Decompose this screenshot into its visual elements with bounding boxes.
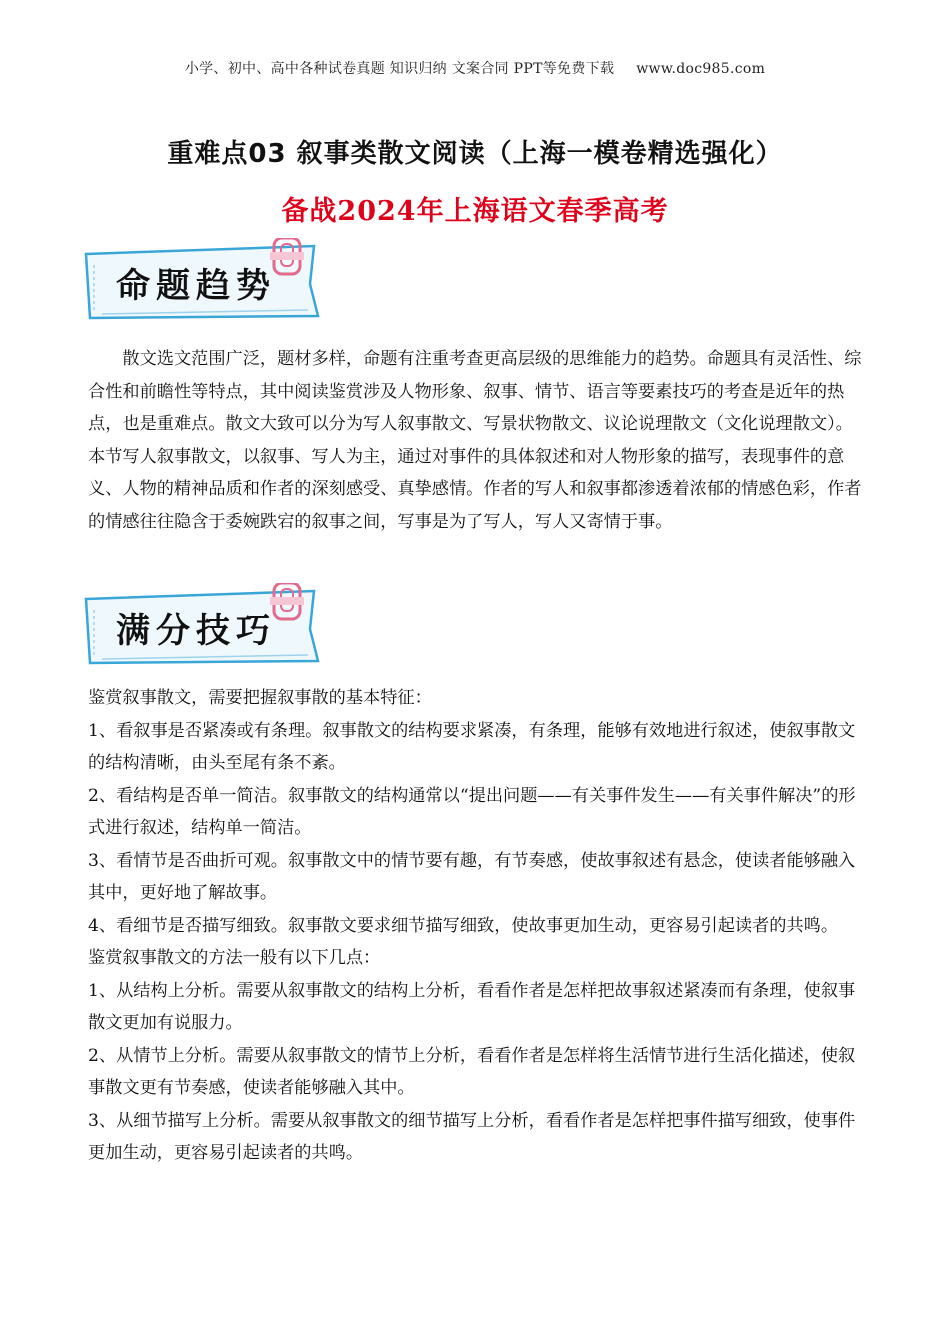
skills-line: 鉴赏叙事散文的方法一般有以下几点：	[88, 948, 381, 968]
trend-paragraph-block	[88, 343, 864, 538]
skills-line: 2、看结构是否单一简洁。叙事散文的结构通常以“提出问题——有关事件发生——有关事件解决”的形式进行叙述，结构单一简洁。	[88, 785, 856, 838]
header-url[interactable]: www.doc985.com	[636, 61, 766, 77]
document-subtitle: 备战2024年上海语文春季高考	[281, 196, 669, 227]
document-title: 重难点03 叙事类散文阅读（上海一模卷精选强化）	[167, 139, 783, 169]
page-header	[0, 58, 950, 78]
skills-line: 鉴赏叙事散文，需要把握叙事散的基本特征：	[88, 688, 432, 708]
skills-paragraph-block	[88, 682, 864, 1170]
trend-paragraph: 散文选文范围广泛，题材多样，命题有注重考查更高层级的思维能力的趋势。命题具有灵活性、综合性和前瞻性等特点，其中阅读鉴赏涉及人物形象、叙事、情节、语言等要素技巧的考查是近年的热点，也是重难点。散文大致可以分为写人叙事散文、写景状物散文、议论说理散文（文化说理散文）。本节写人叙事散文，以叙事、写人为主，通过对事件的具体叙述和对人物形象的描写，表现事件的意义、人物的精神品质和作者的深刻感受、真挚感情。作者的写人和叙事都渗透着浓郁的情感色彩，作者的情感往往隐含于委婉跌宕的叙事之间，写事是为了写人，写人又寄情于事。	[88, 349, 862, 532]
skills-line: 4、看细节是否描写细致。叙事散文要求细节描写细致，使故事更加生动，更容易引起读者的共鸣。	[88, 915, 839, 936]
skills-line: 3、看情节是否曲折可观。叙事散文中的情节要有趣，有节奏感，使故事叙述有悬念，使读者能够融入其中，更好地了解故事。	[88, 850, 856, 903]
header-text: 小学、初中、高中各种试卷真题 知识归纳 文案合同 PPT等免费下载	[184, 61, 615, 77]
skills-line: 1、从结构上分析。需要从叙事散文的结构上分析，看看作者是怎样把故事叙述紧凑而有条理，使叙事散文更加有说服力。	[88, 980, 856, 1033]
section-heading-trend: 命题趋势	[116, 266, 276, 306]
skills-line: 3、从细节描写上分析。需要从叙事散文的细节描写上分析，看看作者是怎样把事件描写细致，使事件更加生动，更容易引起读者的共鸣。	[88, 1110, 856, 1163]
section-banner-trend	[78, 238, 328, 324]
section-banner-skills	[78, 583, 328, 669]
skills-line: 2、从情节上分析。需要从叙事散文的情节上分析，看看作者是怎样将生活情节进行生活化描述，使叙事散文更有节奏感，使读者能够融入其中。	[88, 1045, 856, 1098]
skills-line: 1、看叙事是否紧凑或有条理。叙事散文的结构要求紧凑，有条理，能够有效地进行叙述，使叙事散文的结构清晰，由头至尾有条不紊。	[88, 720, 856, 773]
section-heading-skills: 满分技巧	[116, 611, 276, 651]
